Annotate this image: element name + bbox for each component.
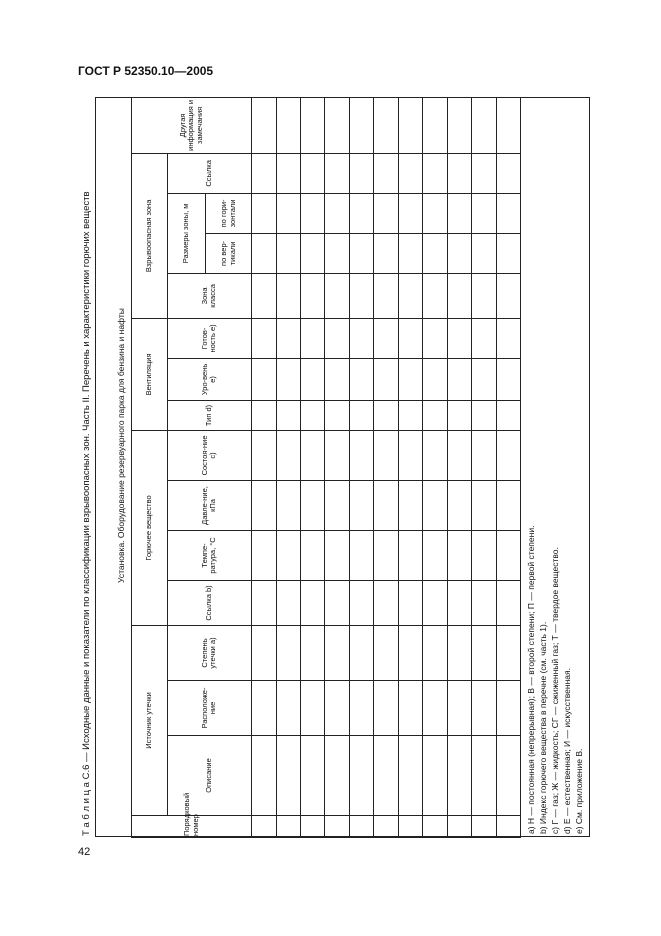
table-cell: [325, 430, 349, 480]
table-row: [325, 97, 349, 837]
table-cell: [325, 318, 349, 358]
table-cell: [398, 430, 422, 480]
table-cell: [496, 273, 520, 318]
table-cell: [252, 153, 276, 193]
table-cell: [325, 153, 349, 193]
table-cell: [252, 736, 276, 816]
table-cell: [276, 816, 300, 838]
header-flammable: Горючее вещество: [132, 430, 168, 625]
table-cell: [252, 625, 276, 680]
table-cell: [398, 193, 422, 233]
header-location: Расположе-ние: [167, 681, 252, 736]
table-cell: [252, 580, 276, 625]
table-cell: [472, 153, 496, 193]
data-table: [131, 97, 521, 838]
table-cell: [276, 530, 300, 580]
header-state-c: Состоя-ние c): [167, 430, 252, 480]
table-cell: [423, 233, 447, 273]
table-cell: [496, 358, 520, 400]
table-row: [301, 97, 325, 837]
table-cell: [496, 816, 520, 838]
table-cell: [276, 736, 300, 816]
table-cell: [276, 97, 300, 153]
table-cell: [447, 530, 471, 580]
table-cell: [472, 358, 496, 400]
table-cell: [447, 400, 471, 430]
page-number: 42: [78, 846, 91, 858]
table-cell: [374, 430, 398, 480]
table-cell: [301, 580, 325, 625]
table-cell: [325, 233, 349, 273]
table-cell: [423, 816, 447, 838]
table-cell: [496, 233, 520, 273]
document-header: ГОСТ Р 52350.10—2005: [78, 64, 214, 78]
header-leak-degree: Степень утечки a): [167, 625, 252, 680]
footnote: c) Г — газ; Ж — жидкость; СГ — сжиженный газ; Т — твердое вещество.: [550, 547, 560, 834]
table-cell: [423, 193, 447, 233]
table-cell: [374, 480, 398, 530]
table-cell: [252, 430, 276, 480]
table-cell: [349, 736, 373, 816]
table-cell: [374, 681, 398, 736]
table-cell: [301, 153, 325, 193]
table-cell: [472, 681, 496, 736]
table-cell: [423, 480, 447, 530]
header-reference: Ссылка: [167, 153, 252, 193]
table-cell: [252, 193, 276, 233]
table-cell: [252, 318, 276, 358]
table-cell: [276, 233, 300, 273]
header-zone-class: Зона класса: [167, 273, 252, 318]
table-cell: [423, 400, 447, 430]
table-cell: [252, 480, 276, 530]
table-cell: [325, 273, 349, 318]
table-cell: [423, 358, 447, 400]
table-cell: [301, 625, 325, 680]
table-cell: [398, 681, 422, 736]
table-cell: [252, 273, 276, 318]
table-cell: [301, 273, 325, 318]
table-cell: [374, 273, 398, 318]
header-vertical: по вер-тикали: [206, 233, 252, 273]
table-cell: [398, 625, 422, 680]
header-description: Описание: [167, 736, 252, 816]
header-pressure: Давле-ние, кПа: [167, 480, 252, 530]
table-cell: [301, 480, 325, 530]
table-cell: [447, 480, 471, 530]
table-cell: [447, 193, 471, 233]
header-ventilation: Вентиляция: [132, 318, 168, 430]
table-cell: [398, 400, 422, 430]
table-cell: [374, 97, 398, 153]
table-cell: [447, 816, 471, 838]
table-cell: [252, 400, 276, 430]
table-cell: [496, 580, 520, 625]
table-cell: [301, 736, 325, 816]
table-cell: [447, 430, 471, 480]
table-cell: [349, 97, 373, 153]
table-cell: [496, 530, 520, 580]
table-cell: [374, 153, 398, 193]
table-cell: [423, 153, 447, 193]
table-cell: [423, 430, 447, 480]
header-hazard-zone: Взрывоопасная зона: [132, 153, 168, 318]
table-cell: [349, 816, 373, 838]
table-cell: [496, 153, 520, 193]
table-cell: [447, 153, 471, 193]
table-row: [276, 97, 300, 837]
table-cell: [496, 480, 520, 530]
table-row: [374, 97, 398, 837]
table-cell: [349, 153, 373, 193]
table-cell: [472, 233, 496, 273]
table-cell: [423, 736, 447, 816]
table-cell: [349, 273, 373, 318]
table-cell: [276, 193, 300, 233]
table-cell: [374, 625, 398, 680]
table-cell: [374, 736, 398, 816]
footnote: e) См. приложение В.: [574, 748, 584, 834]
table-cell: [349, 530, 373, 580]
table-cell: [398, 273, 422, 318]
table-cell: [252, 97, 276, 153]
table-cell: [276, 625, 300, 680]
table-frame: [81, 97, 590, 837]
table-cell: [349, 681, 373, 736]
table-cell: [447, 681, 471, 736]
header-type-d: Тип d): [167, 400, 252, 430]
table-cell: [423, 625, 447, 680]
table-cell: [349, 358, 373, 400]
table-cell: [349, 430, 373, 480]
table-cell: [349, 193, 373, 233]
table-cell: [447, 318, 471, 358]
table-cell: [496, 400, 520, 430]
table-cell: [252, 358, 276, 400]
table-cell: [496, 625, 520, 680]
table-cell: [276, 358, 300, 400]
table-cell: [472, 530, 496, 580]
header-reference-b: Ссылка b): [167, 580, 252, 625]
table-cell: [374, 816, 398, 838]
header-ordinal: Порядковый номер: [132, 816, 252, 838]
table-cell: [472, 193, 496, 233]
table-cell: [325, 400, 349, 430]
table-cell: [472, 625, 496, 680]
table-cell: [423, 580, 447, 625]
table-cell: [301, 430, 325, 480]
table-cell: [423, 318, 447, 358]
table-cell: [276, 681, 300, 736]
table-cell: [301, 681, 325, 736]
table-cell: [496, 736, 520, 816]
table-cell: [325, 193, 349, 233]
table-cell: [325, 358, 349, 400]
table-cell: [398, 480, 422, 530]
table-row: [423, 97, 447, 837]
table-cell: [423, 273, 447, 318]
table-cell: [447, 358, 471, 400]
table-cell: [496, 681, 520, 736]
table-cell: [276, 430, 300, 480]
table-cell: [301, 318, 325, 358]
table-cell: [472, 273, 496, 318]
table-cell: [301, 193, 325, 233]
table-cell: [447, 580, 471, 625]
table-cell: [496, 318, 520, 358]
table-cell: [325, 580, 349, 625]
table-cell: [349, 400, 373, 430]
table-cell: [276, 273, 300, 318]
table-cell: [423, 681, 447, 736]
installation-label: Установка. Оборудование резервуарного парка для бензина и нафты: [116, 308, 126, 583]
table-cell: [398, 153, 422, 193]
table-cell: [423, 530, 447, 580]
table-cell: [472, 736, 496, 816]
table-row: [252, 97, 276, 837]
table-cell: [276, 318, 300, 358]
table-cell: [374, 318, 398, 358]
table-cell: [423, 97, 447, 153]
table-cell: [252, 530, 276, 580]
table-cell: [398, 233, 422, 273]
table-cell: [301, 400, 325, 430]
table-cell: [398, 358, 422, 400]
table-cell: [398, 318, 422, 358]
table-cell: [472, 480, 496, 530]
table-row: [398, 97, 422, 837]
table-cell: [325, 681, 349, 736]
header-horizontal: по гори-зонтали: [206, 193, 252, 233]
table-cell: [349, 318, 373, 358]
rotated-table-area: [81, 98, 591, 838]
table-cell: [472, 430, 496, 480]
table-cell: [325, 530, 349, 580]
table-cell: [374, 580, 398, 625]
table-cell: [252, 681, 276, 736]
table-cell: [472, 400, 496, 430]
table-cell: [349, 233, 373, 273]
table-cell: [349, 480, 373, 530]
table-cell: [496, 193, 520, 233]
table-cell: [374, 530, 398, 580]
table-cell: [496, 430, 520, 480]
table-cell: [301, 816, 325, 838]
table-cell: [472, 97, 496, 153]
table-caption: Т а б л и ц а С.6 — Исходные данные и показатели по классификации взрывоопасных зон. Часть II. Перечень и характеристики горючих веществ: [81, 191, 92, 836]
table-cell: [472, 318, 496, 358]
table-cell: [276, 153, 300, 193]
table-cell: [325, 625, 349, 680]
table-cell: [496, 97, 520, 153]
table-cell: [398, 530, 422, 580]
table-cell: [252, 816, 276, 838]
table-cell: [301, 233, 325, 273]
table-cell: [252, 233, 276, 273]
header-temperature: Темпе-ратура, °С: [167, 530, 252, 580]
table-cell: [276, 400, 300, 430]
table-cell: [398, 736, 422, 816]
table-cell: [276, 480, 300, 530]
header-readiness-e: Готов-ность e): [167, 318, 252, 358]
table-cell: [301, 530, 325, 580]
table-cell: [398, 816, 422, 838]
table-row: [496, 97, 520, 837]
header-other: Другая информация и замечания: [132, 97, 252, 153]
table-cell: [374, 358, 398, 400]
table-cell: [447, 273, 471, 318]
header-level-e: Уро-вень e): [167, 358, 252, 400]
table-cell: [301, 97, 325, 153]
table-cell: [398, 97, 422, 153]
table-row: [349, 97, 373, 837]
footnote: a) Н — постоянная (непрерывная); В — второй степени; П — первой степени.: [526, 525, 536, 834]
header-leak-source: Источник утечки: [132, 625, 168, 815]
table-cell: [276, 580, 300, 625]
table-row: [447, 97, 471, 837]
table-cell: [374, 400, 398, 430]
table-cell: [472, 580, 496, 625]
table-cell: [472, 816, 496, 838]
table-cell: [447, 233, 471, 273]
table-cell: [447, 736, 471, 816]
table-cell: [349, 625, 373, 680]
footnote: b) Индекс горючего вещества в перечне (см. часть 1).: [538, 621, 548, 834]
footnote: d) Е — естественная; И — искусственная.: [562, 668, 572, 834]
table-cell: [374, 233, 398, 273]
table-cell: [447, 97, 471, 153]
table-cell: [325, 97, 349, 153]
table-cell: [374, 193, 398, 233]
header-zone-sizes: Размеры зоны, м: [167, 193, 206, 273]
table-row: [472, 97, 496, 837]
table-cell: [398, 580, 422, 625]
table-cell: [349, 580, 373, 625]
table-cell: [325, 816, 349, 838]
table-cell: [447, 625, 471, 680]
table-cell: [325, 736, 349, 816]
table-cell: [325, 480, 349, 530]
table-cell: [301, 358, 325, 400]
